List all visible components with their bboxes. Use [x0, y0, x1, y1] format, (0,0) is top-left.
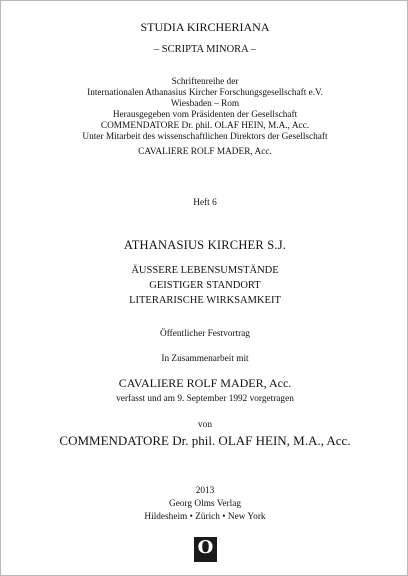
- publisher-info-line: COMMENDATORE Dr. phil. OLAF HEIN, M.A., Acc.: [100, 121, 310, 131]
- written-note: verfasst und am 9. September 1992 vorgetragen: [116, 394, 294, 404]
- title-line: LITERARISCHE WIRKSAMKEIT: [129, 295, 281, 306]
- publisher-info-line: Schriftenreihe der: [171, 77, 239, 87]
- lecture-type: Öffentlicher Festvortrag: [160, 329, 250, 339]
- collaborator-name: CAVALIERE ROLF MADER, Acc.: [118, 376, 292, 390]
- collaboration-label: In Zusammenarbeit mit: [161, 354, 249, 364]
- title-line: ÄUSSERE LEBENSUMSTÄNDE: [131, 265, 279, 276]
- von-label: von: [198, 420, 212, 430]
- series-title: STUDIA KIRCHERIANA: [140, 20, 270, 34]
- publisher-info-line: Wiesbaden – Rom: [170, 99, 240, 109]
- series-subtitle: – SCRIPTA MINORA –: [153, 44, 257, 55]
- publisher-info-line: Internationalen Athanasius Kircher Forschungsgesellschaft e.V.: [87, 88, 323, 98]
- volume-number: Heft 6: [193, 198, 217, 208]
- imprint-places: Hildesheim • Zürich • New York: [144, 512, 266, 522]
- imprint-publisher: Georg Olms Verlag: [169, 499, 241, 509]
- publisher-logo: [194, 537, 217, 562]
- title-line: GEISTIGER STANDORT: [149, 280, 261, 291]
- imprint-year: 2013: [195, 486, 215, 496]
- publisher-info-line: Unter Mitarbeit des wissenschaftlichen Direktors der Gesellschaft: [82, 132, 328, 142]
- publisher-info-line: CAVALIERE ROLF MADER, Acc.: [138, 147, 272, 157]
- lecturer-name: COMMENDATORE Dr. phil. OLAF HEIN, M.A., Acc.: [59, 433, 351, 448]
- author-name: ATHANASIUS KIRCHER S.J.: [123, 238, 287, 252]
- publisher-info-line: Herausgegeben vom Präsidenten der Gesellschaft: [112, 110, 298, 120]
- logo-letter: O: [197, 537, 214, 558]
